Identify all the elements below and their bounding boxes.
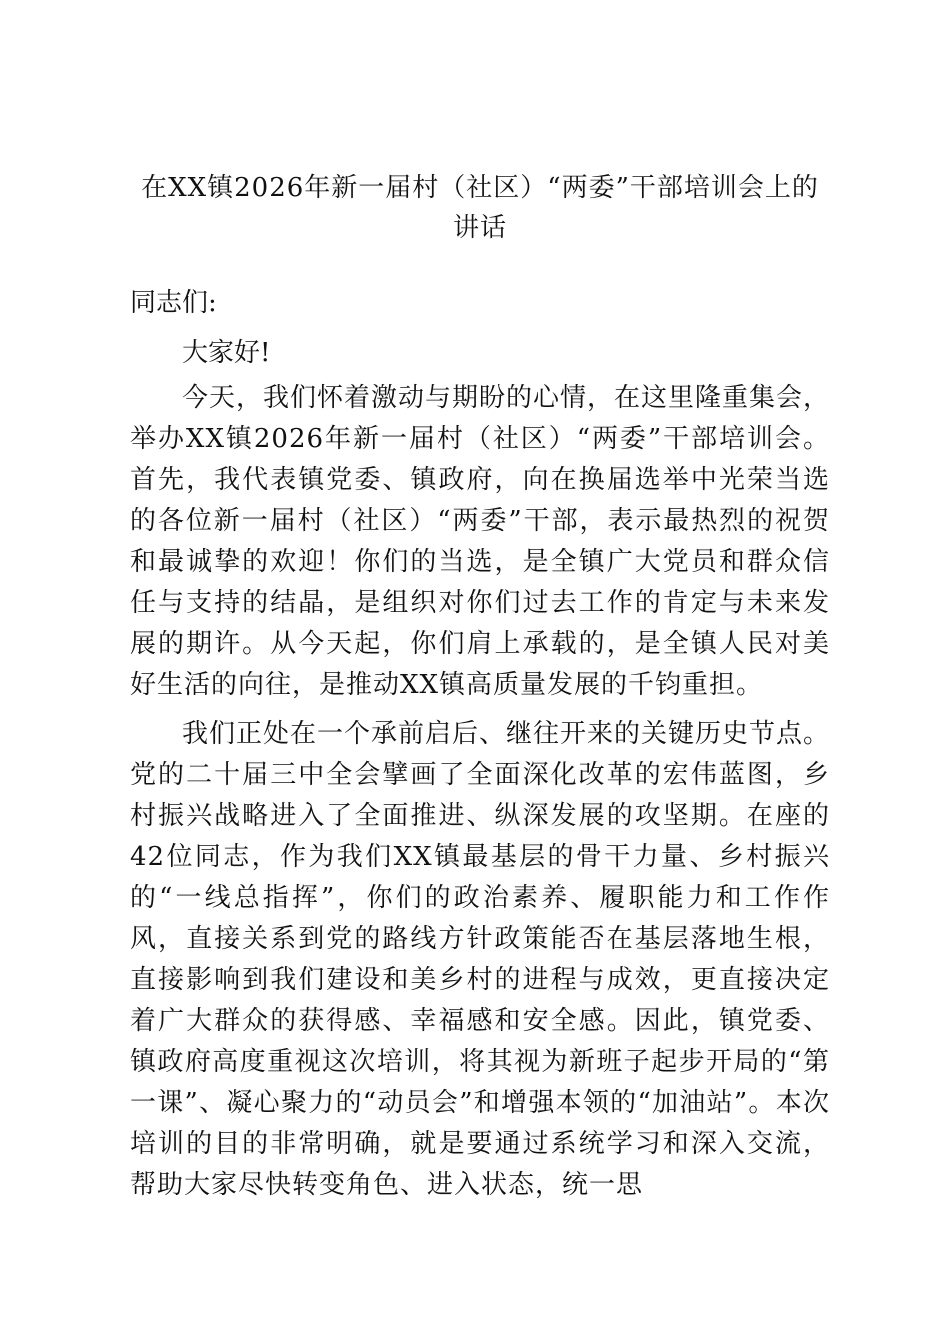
greeting: 大家好! [182, 338, 271, 368]
salutation: 同志们: [130, 288, 217, 318]
paragraph-context: 我们正处在一个承前启后、继往开来的关键历史节点。党的二十届三中全会擘画了全面深化改革的宏伟蓝图，乡村振兴战略进入了全面推进、纵深发展的攻坚期。在座的42位同志，作为我们XX镇最基层的骨干力量、乡村振兴的“一线总指挥”，你们的政治素养、履职能力和工作作风，直接关系到党的路线方针政策能否在基层落地生根，直接影响到我们建设和美乡村的进程与成效，更直接决定着广大群众的获得感、幸福感和安全感。因此，镇党委、镇政府高度重视这次培训，将其视为新班子起步开局的“第一课”、凝心聚力的“动员会”和增强本领的“加油站”。本次培训的目的非常明确，就是要通过系统学习和深入交流，帮助大家尽快转变角色、进入状态，统一思 [130, 719, 831, 1200]
document-body [130, 168, 830, 1206]
paragraph-opening: 今天，我们怀着激动与期盼的心情，在这里隆重集会，举办XX镇2026年新一届村（社区）“两委”干部培训会。首先，我代表镇党委、镇政府，向在换届选举中光荣当选的各位新一届村（社区）“两委”干部，表示最热烈的祝贺和最诚挚的欢迎！你们的当选，是全镇广大党员和群众信任与支持的结晶，是组织对你们过去工作的肯定与未来发展的期许。从今天起，你们肩上承载的，是全镇人民对美好生活的向往，是推动XX镇高质量发展的千钧重担。 [130, 383, 831, 700]
document-title: 在XX镇2026年新一届村（社区）“两委”干部培训会上的讲话 [141, 173, 819, 243]
